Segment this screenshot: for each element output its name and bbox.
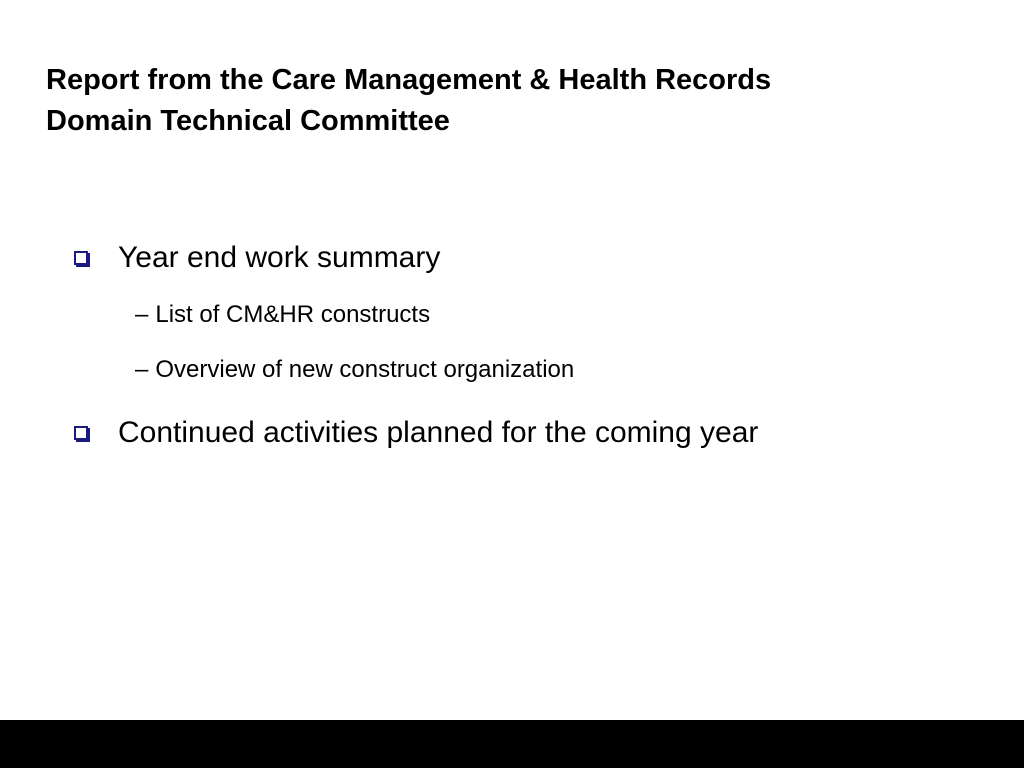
bullet-year-end-summary [74, 238, 440, 278]
sub-bullet-dash: – [135, 356, 149, 383]
footer-bar [0, 720, 1024, 768]
sub-bullet-dash: – [135, 301, 149, 328]
sub-bullet-cmhr-constructs [135, 299, 430, 331]
slide-title-line-1: Report from the Care Management & Health Records [46, 64, 772, 96]
bullet-text: Year end work summary [118, 241, 441, 274]
hollow-square-icon [74, 251, 88, 265]
bullet-continued-activities [74, 413, 758, 453]
sub-bullet-text: Overview of new construct organization [155, 356, 575, 383]
bullet-text: Continued activities planned for the coming year [118, 416, 759, 449]
sub-bullet-text: List of CM&HR constructs [155, 301, 431, 328]
slide-title-line-2: Domain Technical Committee [46, 105, 450, 137]
hollow-square-icon [74, 426, 88, 440]
sub-bullet-construct-organization [135, 354, 574, 386]
slide-title [46, 60, 946, 142]
